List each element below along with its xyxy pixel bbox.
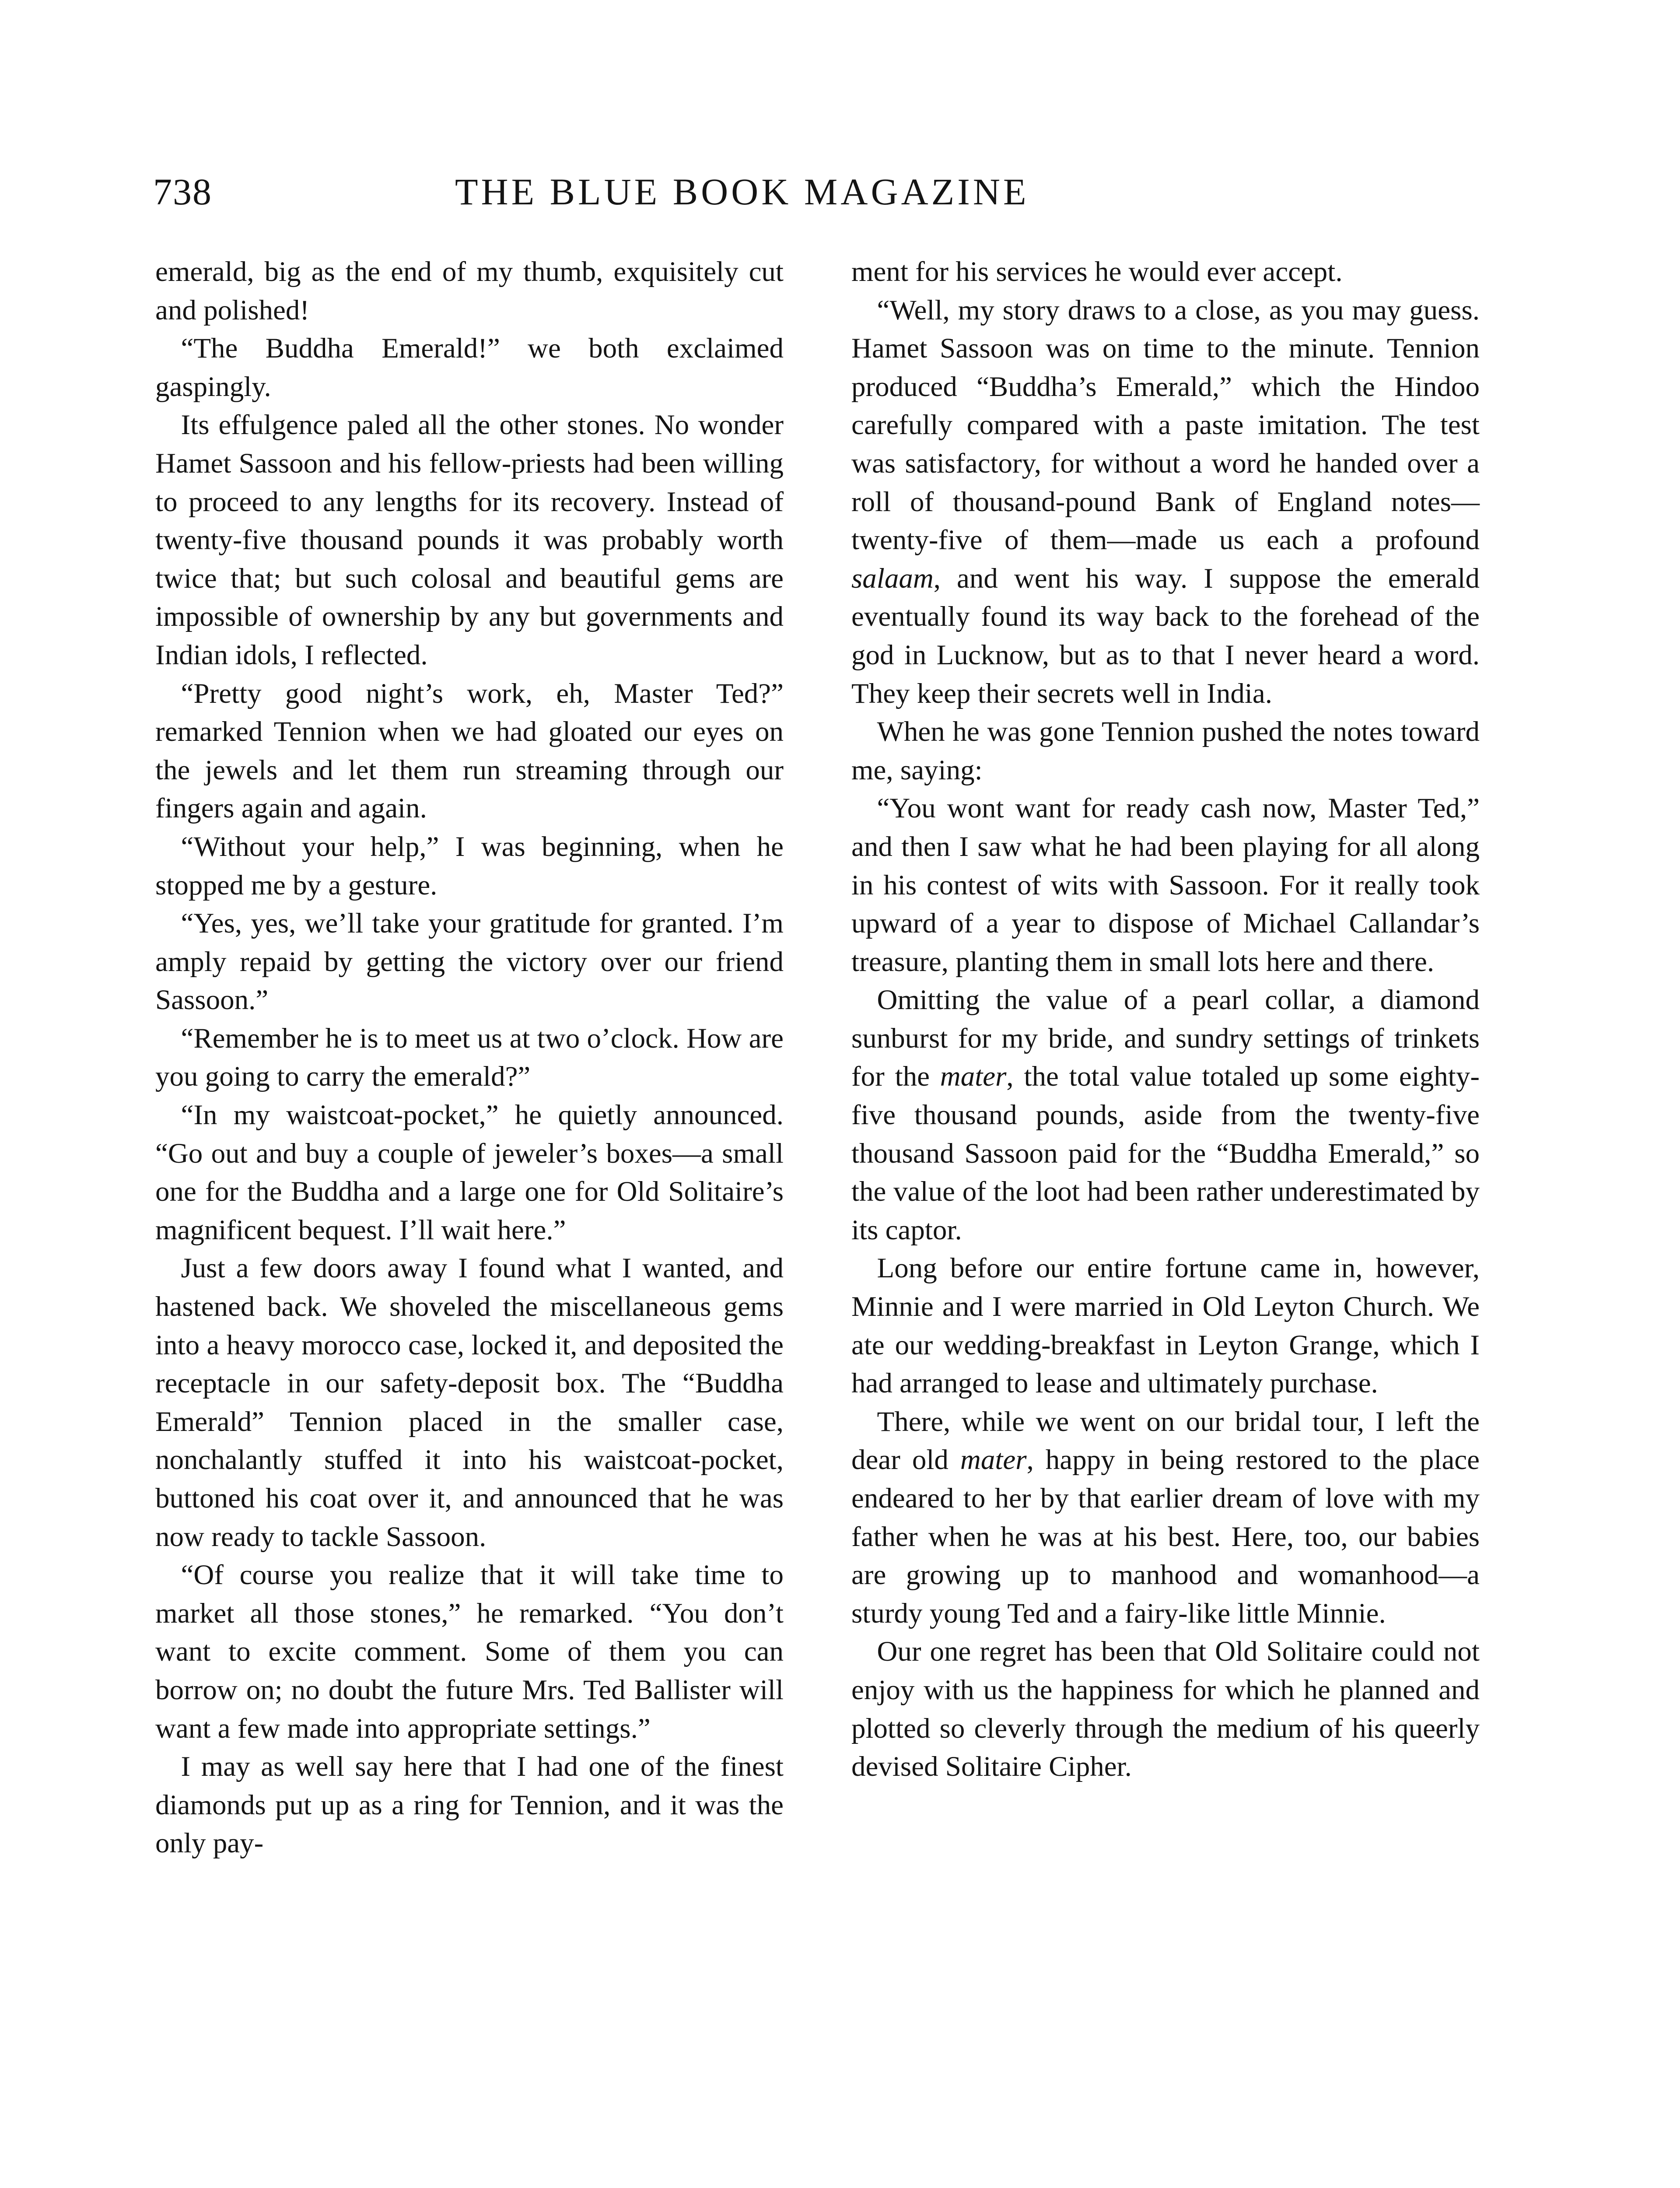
paragraph (155, 675, 784, 828)
italic-word: mater (940, 1061, 1007, 1093)
paragraph-text: “You wont want for ready cash now, Master Ted,” and then I saw what he had been playing for all along in his contest of wits with Sassoon. For it really took upward of a year to dispose of Michael Callandar’s treasure, planting them in small lots here and there. (851, 792, 1480, 978)
paragraph (851, 1249, 1480, 1403)
paragraph (155, 253, 784, 330)
paragraph (155, 1249, 784, 1556)
paragraph-text: “Of course you realize that it will take time to market all those stones,” he remarked. “You don’t want to excite comment. Some of them you can borrow on; no doubt the future Mrs. Ted Ballister will want a few made into appropriate settings.” (155, 1559, 784, 1744)
paragraph (851, 713, 1480, 789)
page-number: 738 (153, 171, 212, 213)
italic-word: mater (960, 1444, 1027, 1476)
paragraph-text: “Pretty good night’s work, eh, Master Ted?” remarked Tennion when we had gloated our eyes on the jewels and let them run streaming through our fingers again and again. (155, 677, 784, 824)
paragraph (155, 828, 784, 905)
paragraph-text: Our one regret has been that Old Solitaire could not enjoy with us the happiness for which he planned and plotted so cleverly through the medium of his queerly devised Solitaire Cipher. (851, 1636, 1480, 1783)
paragraph-text: “In my waistcoat-pocket,” he quietly announced. “Go out and buy a couple of jeweler’s boxes—a small one for the Buddha and a large one for Old Solitaire’s magnificent bequest. I’ll wait here.” (155, 1099, 784, 1246)
paragraph-text: “The Buddha Emerald!” we both exclaimed gaspingly. (155, 333, 784, 403)
paragraph-text: Omitting the value of a pearl collar, a diamond sunburst for my bride, and sundry settings of trinkets for the (851, 984, 1480, 1093)
paragraph-text: emerald, big as the end of my thumb, exquisitely cut and polished! (155, 256, 784, 326)
paragraph-text: “Yes, yes, we’ll take your gratitude for granted. I’m amply repaid by getting the victory over our friend Sassoon.” (155, 908, 784, 1016)
paragraph (155, 1748, 784, 1863)
paragraph (155, 406, 784, 674)
paragraph-text: “Without your help,” I was beginning, when he stopped me by a gesture. (155, 831, 784, 901)
paragraph-text: “Remember he is to meet us at two o’clock. How are you going to carry the emerald?” (155, 1022, 784, 1093)
paragraph (851, 789, 1480, 981)
paragraph (155, 1020, 784, 1096)
paragraph (851, 291, 1480, 713)
paragraph (155, 1096, 784, 1249)
paragraph-text: Just a few doors away I found what I wanted, and hastened back. We shoveled the miscellaneous gems into a heavy morocco case, locked it, and deposited the receptacle in our safety-deposit box. The “Buddha Emerald” Tennion placed in the smaller case, nonchalantly stuffed it into his waistcoat-pocket, buttoned his coat over it, and announced that he was now ready to tackle Sassoon. (155, 1252, 784, 1553)
paragraph-text: , the total value totaled up some eighty-five thousand pounds, aside from the twenty-five thousand Sassoon paid for the “Buddha Emerald,” so the value of the loot had been rather underestimated by its captor. (851, 1061, 1480, 1246)
paragraph (155, 905, 784, 1020)
paragraph (851, 1403, 1480, 1633)
paragraph-text: , and went his way. I suppose the emerald eventually found its way back to the forehead of the god in Lucknow, but as to that I never heard a word. They keep their secrets well in India. (851, 562, 1480, 709)
paragraph-text: I may as well say here that I had one of the finest diamonds put up as a ring for Tennion, and it was the only pay- (155, 1751, 784, 1859)
paragraph (851, 1633, 1480, 1786)
running-header-title: THE BLUE BOOK MAGAZINE (455, 171, 1029, 213)
paragraph-text: ment for his services he would ever accept. (851, 256, 1343, 288)
paragraph (851, 981, 1480, 1249)
left-text-column (155, 253, 784, 1863)
paragraph-text: There, while we went on our bridal tour, I left the dear old (851, 1406, 1480, 1476)
paragraph-text: “Well, my story draws to a close, as you may guess. Hamet Sassoon was on time to the minute. Tennion produced “Buddha’s Emerald,” which the Hindoo carefully compared with a paste imitation. The test was satisfactory, for without a word he handed over a roll of thousand-pound Bank of England notes—twenty-five of them—made us each a profound (851, 294, 1480, 556)
paragraph-text: Its effulgence paled all the other stones. No wonder Hamet Sassoon and his fellow-priests had been willing to proceed to any lengths for its recovery. Instead of twenty-five thousand pounds it was probably worth twice that; but such colosal and beautiful gems are impossible of ownership by any but governments and Indian idols, I reflected. (155, 409, 784, 671)
right-text-column (851, 253, 1480, 1786)
paragraph-text: Long before our entire fortune came in, however, Minnie and I were married in Old Leyton Church. We ate our wedding-breakfast in Leyton Grange, which I had arranged to lease and ultimately purchase. (851, 1252, 1480, 1399)
paragraph (155, 1556, 784, 1748)
paragraph-text: , happy in being restored to the place endeared to her by that earlier dream of love with my father when he was at his best. Here, too, our babies are growing up to manhood and womanhood—a sturdy young Ted and a fairy-like little Minnie. (851, 1444, 1480, 1629)
italic-word: salaam (851, 562, 934, 594)
paragraph (851, 253, 1480, 291)
paragraph-text: When he was gone Tennion pushed the notes toward me, saying: (851, 716, 1480, 786)
paragraph (155, 330, 784, 406)
